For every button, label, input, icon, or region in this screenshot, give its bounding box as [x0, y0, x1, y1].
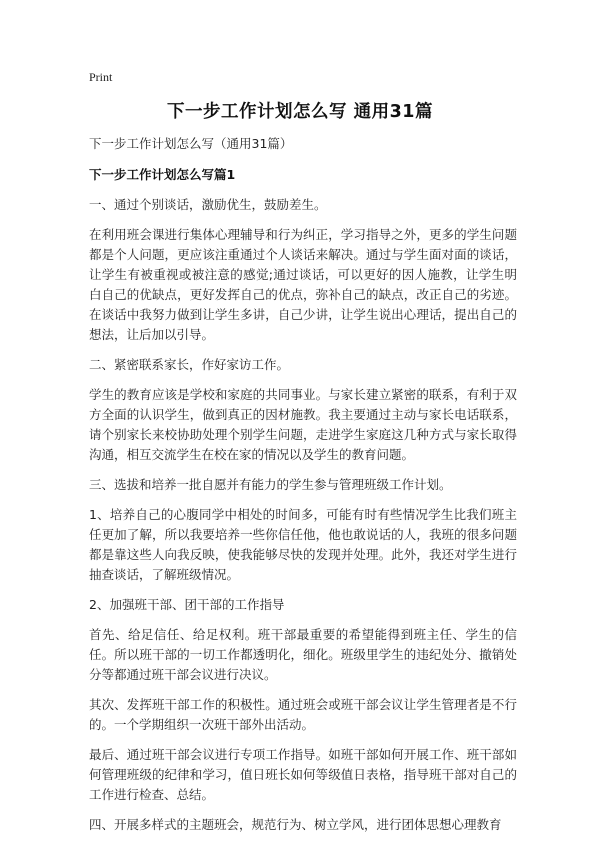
- paragraph: 1、培养自己的心腹同学中相处的时间多，可能有时有些情况学生比我们班主任更加了解，所以我要培养一些你信任他，他也敢说话的人，我班的很多问题都是靠这些人向我反映，使我能够尽快的发现并处理。此外，我还对学生进行抽查谈话，了解班级情况。: [89, 507, 517, 582]
- paragraph: 学生的教育应该是学校和家庭的共同事业。与家长建立紧密的联系，有利于双方全面的认识学生，做到真正的因材施教。我主要通过主动与家长电话联系，请个别家长来校协助处理个别学生问题，走进学生家庭这几种方式与家长取得沟通，相互交流学生在校在家的情况以及学生的教育问题。: [89, 387, 517, 462]
- sub-heading: 2、加强班干部、团干部的工作指导: [89, 597, 285, 612]
- paragraph: 最后、通过班干部会议进行专项工作指导。如班干部如何开展工作、班干部如何管理班级的纪律和学习，值日班长如何等级值日表格，指导班干部对自己的工作进行检查、总结。: [89, 747, 517, 802]
- point-heading-3: 三、选拔和培养一批自愿并有能力的学生参与管理班级工作计划。: [89, 477, 452, 492]
- document-body: [89, 134, 517, 845]
- point-heading-1: 一、通过个别谈话，激励优生，鼓励差生。: [89, 197, 327, 212]
- point-heading-4: 四、开展多样式的主题班会，规范行为、树立学风，进行团体思想心理教育: [89, 817, 502, 832]
- paragraph: 首先、给足信任、给足权利。班干部最重要的希望能得到班主任、学生的信任。所以班干部的一切工作都透明化，细化。班级里学生的违纪处分、撤销处分等都通过班干部会议进行决议。: [89, 627, 517, 682]
- point-heading-2: 二、紧密联系家长，作好家访工作。: [89, 357, 290, 372]
- print-label: Print: [89, 70, 113, 84]
- section-heading: 下一步工作计划怎么写篇1: [89, 167, 236, 182]
- document-subtitle: 下一步工作计划怎么写（通用31篇）: [89, 136, 293, 151]
- paragraph: 其次、发挥班干部工作的积极性。通过班会或班干部会议让学生管理者是不行的。一个学期组织一次班干部外出活动。: [89, 697, 517, 732]
- document-title: 下一步工作计划怎么写 通用31篇: [167, 102, 433, 122]
- paragraph: 在利用班会课进行集体心理辅导和行为纠正，学习指导之外，更多的学生问题都是个人问题，更应该注重通过个人谈话来解决。通过与学生面对面的谈话，让学生有被重视或被注意的感觉;通过谈话，可以更好的因人施教，让学生明白自己的优缺点，更好发挥自己的优点，弥补自己的缺点，改正自己的劣迹。在谈话中我努力做到让学生多讲，自己少讲，让学生说出心理话，提出自己的想法，让后加以引导。: [89, 227, 517, 342]
